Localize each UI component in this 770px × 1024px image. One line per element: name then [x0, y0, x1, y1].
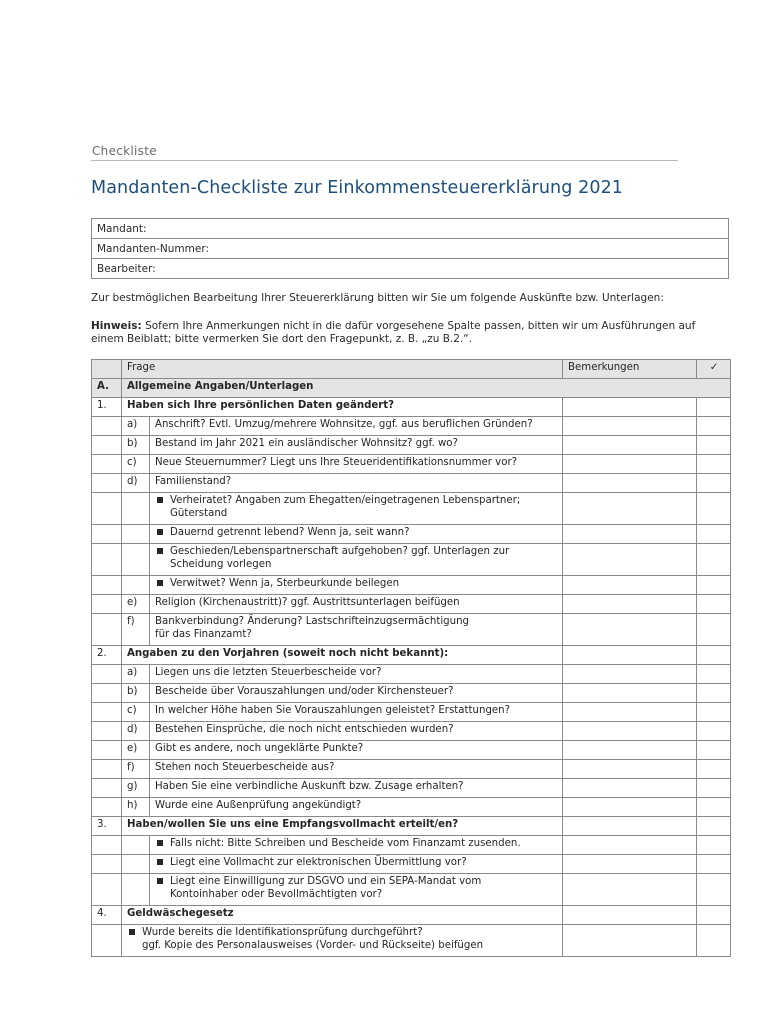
- item-label: h): [122, 798, 150, 817]
- remarks-cell[interactable]: [563, 614, 697, 646]
- item-label: b): [122, 436, 150, 455]
- bullet-item: Verwitwet? Wenn ja, Sterbeurkunde beilegen: [150, 576, 563, 595]
- remarks-cell[interactable]: [563, 525, 697, 544]
- check-cell[interactable]: [697, 906, 731, 925]
- item-text: Anschrift? Evtl. Umzug/mehrere Wohnsitze, ggf. aus beruflichen Gründen?: [150, 417, 563, 436]
- check-cell[interactable]: [697, 855, 731, 874]
- item-text: Gibt es andere, noch ungeklärte Punkte?: [150, 741, 563, 760]
- remarks-cell[interactable]: [563, 417, 697, 436]
- item-label: f): [122, 760, 150, 779]
- check-cell[interactable]: [697, 779, 731, 798]
- table-row: [92, 595, 731, 614]
- check-cell[interactable]: [697, 817, 731, 836]
- remarks-cell[interactable]: [563, 646, 697, 665]
- remarks-cell[interactable]: [563, 760, 697, 779]
- remarks-cell[interactable]: [563, 722, 697, 741]
- item-text: Bescheide über Vorauszahlungen und/oder Kirchensteuer?: [150, 684, 563, 703]
- remarks-cell[interactable]: [563, 779, 697, 798]
- remarks-cell[interactable]: [563, 474, 697, 493]
- square-bullet-icon: [157, 859, 163, 865]
- section-number: A.: [92, 379, 122, 398]
- info-field-mandant[interactable]: Mandant:: [92, 219, 729, 239]
- remarks-cell[interactable]: [563, 684, 697, 703]
- table-row: [92, 703, 731, 722]
- remarks-cell[interactable]: [563, 398, 697, 417]
- table-row: [92, 855, 731, 874]
- remarks-cell[interactable]: [563, 436, 697, 455]
- check-cell[interactable]: [697, 398, 731, 417]
- check-cell[interactable]: [697, 665, 731, 684]
- question-number: 3.: [92, 817, 122, 836]
- client-info-table: [91, 218, 729, 279]
- check-cell[interactable]: [697, 925, 731, 957]
- section-title: Allgemeine Angaben/Unterlagen: [122, 379, 731, 398]
- question-row: [92, 817, 731, 836]
- check-cell[interactable]: [697, 722, 731, 741]
- bullet-item: Verheiratet? Angaben zum Ehegatten/eingetragenen Lebenspartner; Güterstand: [150, 493, 563, 525]
- remarks-cell[interactable]: [563, 544, 697, 576]
- remarks-cell[interactable]: [563, 906, 697, 925]
- table-row: [92, 684, 731, 703]
- table-row: [92, 836, 731, 855]
- col-header-check: ✓: [697, 360, 731, 379]
- question-title: Geldwäschegesetz: [122, 906, 563, 925]
- question-row: [92, 906, 731, 925]
- remarks-cell[interactable]: [563, 798, 697, 817]
- check-cell[interactable]: [697, 646, 731, 665]
- item-label: c): [122, 703, 150, 722]
- square-bullet-icon: [157, 878, 163, 884]
- check-cell[interactable]: [697, 684, 731, 703]
- item-label: b): [122, 684, 150, 703]
- info-field-bearbeiter[interactable]: Bearbeiter:: [92, 259, 729, 279]
- item-label: f): [122, 614, 150, 646]
- remarks-cell[interactable]: [563, 925, 697, 957]
- item-label: d): [122, 722, 150, 741]
- item-label: a): [122, 417, 150, 436]
- document-kicker: Checkliste: [92, 144, 157, 158]
- remarks-cell[interactable]: [563, 817, 697, 836]
- question-title: Angaben zu den Vorjahren (soweit noch nicht bekannt):: [122, 646, 563, 665]
- intro-text: Zur bestmöglichen Bearbeitung Ihrer Steuererklärung bitten wir Sie um folgende Auskünfte bzw. Unterlagen:: [91, 292, 664, 304]
- square-bullet-icon: [157, 548, 163, 554]
- remarks-cell[interactable]: [563, 665, 697, 684]
- bullet-item: Liegt eine Einwilligung zur DSGVO und ein SEPA-Mandat vom Kontoinhaber oder Bevollmächtigten vor?: [150, 874, 563, 906]
- table-row: [92, 614, 731, 646]
- item-text: Bankverbindung? Änderung? Lastschrifteinzugsermächtigung für das Finanzamt?: [150, 614, 563, 646]
- col-header-bemerkungen: Bemerkungen: [563, 360, 697, 379]
- table-row: [92, 455, 731, 474]
- question-number: 2.: [92, 646, 122, 665]
- check-cell[interactable]: [697, 544, 731, 576]
- check-cell[interactable]: [697, 576, 731, 595]
- bullet-item: Wurde bereits die Identifikationsprüfung durchgeführt? ggf. Kopie des Personalausweises (Vorder- und Rückseite) beifügen: [122, 925, 563, 957]
- item-label: e): [122, 595, 150, 614]
- table-row: [92, 760, 731, 779]
- remarks-cell[interactable]: [563, 595, 697, 614]
- square-bullet-icon: [157, 497, 163, 503]
- table-row: [92, 798, 731, 817]
- question-title: Haben/wollen Sie uns eine Empfangsvollmacht erteilt/en?: [122, 817, 563, 836]
- bullet-item: Liegt eine Vollmacht zur elektronischen Übermittlung vor?: [150, 855, 563, 874]
- check-cell[interactable]: [697, 741, 731, 760]
- question-row: [92, 398, 731, 417]
- check-cell[interactable]: [697, 614, 731, 646]
- table-row: [92, 665, 731, 684]
- item-text: In welcher Höhe haben Sie Vorauszahlungen geleistet? Erstattungen?: [150, 703, 563, 722]
- item-label: a): [122, 665, 150, 684]
- bullet-item: Falls nicht: Bitte Schreiben und Bescheide vom Finanzamt zusenden.: [150, 836, 563, 855]
- item-text: Wurde eine Außenprüfung angekündigt?: [150, 798, 563, 817]
- hint-label: Hinweis:: [91, 320, 142, 332]
- checklist-table: [91, 359, 731, 957]
- kicker-divider: [91, 160, 678, 161]
- item-text: Stehen noch Steuerbescheide aus?: [150, 760, 563, 779]
- hint-paragraph: [91, 320, 731, 346]
- check-cell[interactable]: [697, 798, 731, 817]
- item-text: Bestehen Einsprüche, die noch nicht entschieden wurden?: [150, 722, 563, 741]
- check-cell[interactable]: [697, 874, 731, 906]
- question-title: Haben sich Ihre persönlichen Daten geändert?: [122, 398, 563, 417]
- check-cell[interactable]: [697, 493, 731, 525]
- check-cell[interactable]: [697, 525, 731, 544]
- bullet-item: Dauernd getrennt lebend? Wenn ja, seit wann?: [150, 525, 563, 544]
- item-label: g): [122, 779, 150, 798]
- table-row: [92, 925, 731, 957]
- check-cell[interactable]: [697, 474, 731, 493]
- remarks-cell[interactable]: [563, 874, 697, 906]
- square-bullet-icon: [157, 580, 163, 586]
- document-title: Mandanten-Checkliste zur Einkommensteuererklärung 2021: [91, 178, 624, 198]
- item-text: Religion (Kirchenaustritt)? ggf. Austrittsunterlagen beifügen: [150, 595, 563, 614]
- table-row: [92, 741, 731, 760]
- table-row: [92, 874, 731, 906]
- check-cell[interactable]: [697, 836, 731, 855]
- question-number: 1.: [92, 398, 122, 417]
- square-bullet-icon: [129, 929, 135, 935]
- table-row: [92, 576, 731, 595]
- table-row: [92, 493, 731, 525]
- item-text: Bestand im Jahr 2021 ein ausländischer Wohnsitz? ggf. wo?: [150, 436, 563, 455]
- question-row: [92, 646, 731, 665]
- remarks-cell[interactable]: [563, 493, 697, 525]
- check-cell[interactable]: [697, 760, 731, 779]
- square-bullet-icon: [157, 529, 163, 535]
- check-cell[interactable]: [697, 436, 731, 455]
- table-row: [92, 722, 731, 741]
- table-row: [92, 417, 731, 436]
- check-cell[interactable]: [697, 455, 731, 474]
- square-bullet-icon: [157, 840, 163, 846]
- remarks-cell[interactable]: [563, 576, 697, 595]
- check-cell[interactable]: [697, 417, 731, 436]
- table-row: [92, 474, 731, 493]
- remarks-cell[interactable]: [563, 703, 697, 722]
- table-row: [92, 436, 731, 455]
- item-text: Familienstand?: [150, 474, 563, 493]
- remarks-cell[interactable]: [563, 855, 697, 874]
- remarks-cell[interactable]: [563, 836, 697, 855]
- section-row-a: [92, 379, 731, 398]
- table-row: [92, 525, 731, 544]
- item-label: d): [122, 474, 150, 493]
- item-label: c): [122, 455, 150, 474]
- table-header-row: [92, 360, 731, 379]
- question-number: 4.: [92, 906, 122, 925]
- bullet-item: Geschieden/Lebenspartnerschaft aufgehoben? ggf. Unterlagen zur Scheidung vorlegen: [150, 544, 563, 576]
- remarks-cell[interactable]: [563, 741, 697, 760]
- info-field-mandanten-nummer[interactable]: Mandanten-Nummer:: [92, 239, 729, 259]
- col-header-frage: Frage: [122, 360, 563, 379]
- item-text: Neue Steuernummer? Liegt uns Ihre Steueridentifikationsnummer vor?: [150, 455, 563, 474]
- item-text: Haben Sie eine verbindliche Auskunft bzw. Zusage erhalten?: [150, 779, 563, 798]
- item-text: Liegen uns die letzten Steuerbescheide vor?: [150, 665, 563, 684]
- check-cell[interactable]: [697, 595, 731, 614]
- hint-text: Sofern Ihre Anmerkungen nicht in die dafür vorgesehene Spalte passen, bitten wir um Ausführungen auf einem Beiblatt; bitte vermerken Sie dort den Fragepunkt, z. B. „zu B.2.“.: [91, 320, 696, 345]
- item-label: e): [122, 741, 150, 760]
- table-row: [92, 544, 731, 576]
- check-cell[interactable]: [697, 703, 731, 722]
- remarks-cell[interactable]: [563, 455, 697, 474]
- table-row: [92, 779, 731, 798]
